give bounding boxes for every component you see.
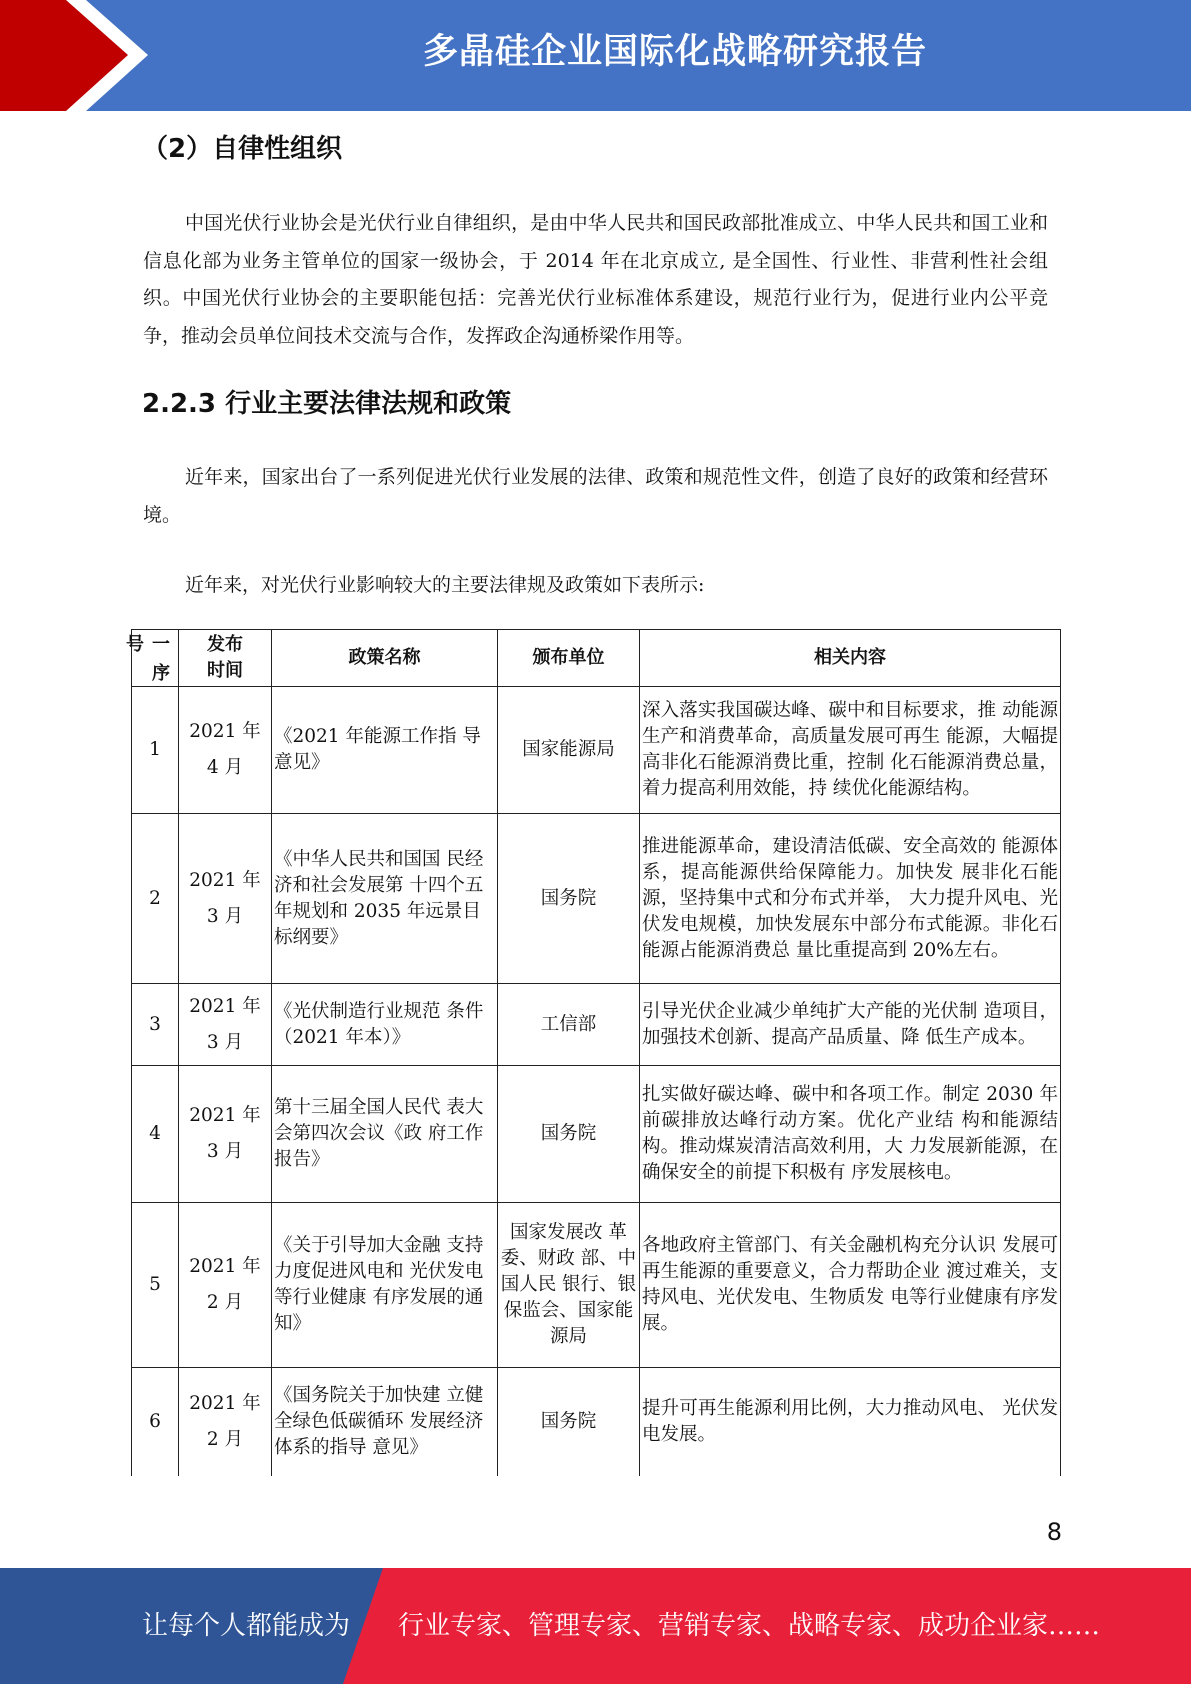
table-row bbox=[132, 984, 1061, 1066]
cell-content: 扎实做好碳达峰、碳中和各项工作。制定 2030 年前碳排放达峰行动方案。优化产业结 构和能源结构。推动煤炭清洁高效利用，大 力发展新能源，在确保安全的前提下积极有 序发展核电。 bbox=[640, 1066, 1061, 1203]
subsection-heading: （2）自律性组织 bbox=[142, 134, 343, 164]
cell-no: 4 bbox=[132, 1066, 179, 1203]
table-header-row bbox=[132, 630, 1061, 687]
paragraph-table-intro: 近年来，对光伏行业影响较大的主要法律规及政策如下表所示: bbox=[185, 574, 705, 596]
header-serial-glyph-a: 号 bbox=[126, 634, 144, 655]
header-issuer: 颁布单位 bbox=[498, 630, 640, 687]
policy-table bbox=[126, 629, 1061, 1476]
cell-no: 6 bbox=[132, 1368, 179, 1476]
cell-policy-name: 《中华人民共和国国 民经济和社会发展第 十四个五年规划和 2035 年远景目标纲要》 bbox=[272, 814, 498, 984]
cell-issuer: 国家能源局 bbox=[498, 687, 640, 814]
cell-date bbox=[179, 814, 272, 984]
table-row bbox=[132, 1066, 1061, 1203]
cell-policy-name: 第十三届全国人民代 表大会第四次会议《政 府工作报告》 bbox=[272, 1066, 498, 1203]
footer-slogan-right: 行业专家、管理专家、营销专家、战略专家、成功企业家…… bbox=[398, 1611, 1101, 1641]
cell-date-text: 2021 年 3 月 bbox=[189, 995, 261, 1053]
cell-date bbox=[179, 984, 272, 1066]
cell-date bbox=[179, 1203, 272, 1368]
cell-date bbox=[179, 1368, 272, 1476]
footer-slogan-left: 让每个人都能成为 bbox=[142, 1611, 351, 1641]
cell-issuer: 国务院 bbox=[498, 814, 640, 984]
header-serial bbox=[126, 630, 179, 687]
table-row bbox=[132, 687, 1061, 814]
cell-policy-name: 《2021 年能源工作指 导意见》 bbox=[272, 687, 498, 814]
header-date-text: 发布 时间 bbox=[207, 634, 243, 681]
header-content: 相关内容 bbox=[640, 630, 1061, 687]
cell-content: 各地政府主管部门、有关金融机构充分认识 发展可再生能源的重要意义，合力帮助企业 渡过难关，支持风电、光伏发电、生物质发 电等行业健康有序发展。 bbox=[640, 1203, 1061, 1368]
cell-issuer: 国务院 bbox=[498, 1066, 640, 1203]
cell-date-text: 2021 年 2 月 bbox=[189, 1392, 261, 1450]
cell-date-text: 2021 年 3 月 bbox=[189, 1105, 261, 1162]
cell-content: 推进能源革命，建设清洁低碳、安全高效的 能源体系，提高能源供给保障能力。加快发 展非化石能源，坚持集中式和分布式并举， 大力提升风电、光伏发电规模，加快发展东中部分布式能源。非化石能源占能源消费总 量比重提高到 20%左右。 bbox=[640, 814, 1061, 984]
cell-policy-name: 《关于引导加大金融 支持力度促进风电和 光伏发电等行业健康 有序发展的通知》 bbox=[272, 1203, 498, 1368]
cell-content: 提升可再生能源利用比例，大力推动风电、 光伏发电发展。 bbox=[640, 1368, 1061, 1476]
cell-no: 2 bbox=[132, 814, 179, 984]
header-date bbox=[179, 630, 272, 687]
cell-issuer: 国务院 bbox=[498, 1368, 640, 1476]
paragraph-association: 中国光伏行业协会是光伏行业自律组织，是由中华人民共和国民政部批准成立、中华人民共和国工业和信息化部为业务主管单位的国家一级协会，于 2014 年在北京成立, 是全国性、行业性、非营利性社会组织。中国光伏行业协会的主要职能包括：完善光伏行业标准体系建设，规范行业行为，促进行业内公平竞争，推动会员单位间技术交流与合作，发挥政企沟通桥梁作用等。 bbox=[143, 212, 1048, 347]
cell-issuer: 工信部 bbox=[498, 984, 640, 1066]
cell-issuer: 国家发展改 革委、财政 部、中国人民 银行、银保监会、国家能源局 bbox=[498, 1203, 640, 1368]
cell-no: 1 bbox=[132, 687, 179, 814]
page-header bbox=[0, 0, 1191, 111]
table-row bbox=[132, 814, 1061, 984]
cell-no: 5 bbox=[132, 1203, 179, 1368]
cell-policy-name: 《光伏制造行业规范 条件（2021 年本）》 bbox=[272, 984, 498, 1066]
report-title: 多晶硅企业国际化战略研究报告 bbox=[422, 32, 927, 72]
table-row bbox=[132, 1203, 1061, 1368]
table-row bbox=[132, 1368, 1061, 1476]
page-number: 8 bbox=[1046, 1518, 1062, 1546]
cell-content: 引导光伏企业减少单纯扩大产能的光伏制 造项目，加强技术创新、提高产品质量、降 低生产成本。 bbox=[640, 984, 1061, 1066]
cell-content: 深入落实我国碳达峰、碳中和目标要求，推 动能源生产和消费革命，高质量发展可再生 能源，大幅提高非化石能源消费比重，控制 化石能源消费总量，着力提高利用效能，持 续优化能源结构。 bbox=[640, 687, 1061, 814]
cell-date-text: 2021 年 2 月 bbox=[189, 1256, 261, 1313]
cell-date bbox=[179, 687, 272, 814]
header-serial-glyph-b: 一 bbox=[152, 634, 170, 655]
section-heading: 2.2.3 行业主要法律法规和政策 bbox=[142, 389, 512, 419]
header-policy-name: 政策名称 bbox=[272, 630, 498, 687]
cell-policy-name: 《国务院关于加快建 立健全绿色低碳循环 发展经济体系的指导 意见》 bbox=[272, 1368, 498, 1476]
page-footer bbox=[0, 1568, 1191, 1684]
paragraph-intro: 近年来，国家出台了一系列促进光伏行业发展的法律、政策和规范性文件，创造了良好的政策和经营环境。 bbox=[143, 466, 1048, 526]
cell-date-text: 2021 年 3 月 bbox=[189, 869, 261, 927]
header-serial-glyph-c: 序 bbox=[152, 663, 170, 684]
cell-no: 3 bbox=[132, 984, 179, 1066]
cell-date-text: 2021 年 4 月 bbox=[189, 721, 261, 778]
cell-date bbox=[179, 1066, 272, 1203]
